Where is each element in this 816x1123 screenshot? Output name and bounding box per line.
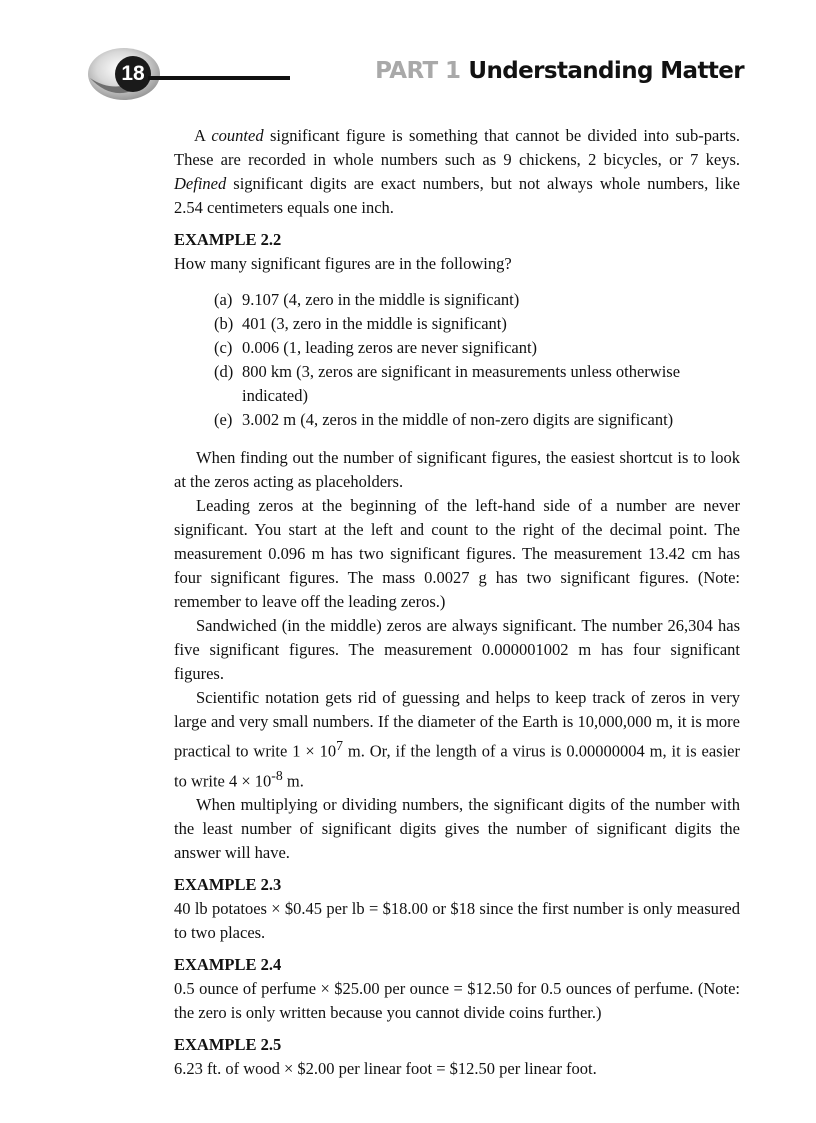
exponent: 7 xyxy=(336,738,343,753)
list-item: (b) 401 (3, zero in the middle is significant) xyxy=(214,314,507,333)
shortcut-paragraph: When finding out the number of significant figures, the easiest shortcut is to look at the zeros acting as placeholders. xyxy=(174,448,740,491)
page-header xyxy=(0,0,816,110)
multiplying-paragraph: When multiplying or dividing numbers, the significant digits of the number with the least number of significant digits gives the number of significant digits the answer will have. xyxy=(174,795,740,862)
list-item: (a) 9.107 (4, zero in the middle is significant) xyxy=(214,290,520,309)
example-2-4-heading: EXAMPLE 2.4 xyxy=(174,955,282,974)
leading-zeros-paragraph: Leading zeros at the beginning of the left-hand side of a number are never significant. You start at the left and count to the right of the decimal point. The measurement 0.096 m has two significant figures. The measurement 13.42 cm has four significant figures. The mass 0.0027 g has two significant figures. (Note: remember to leave off the leading zeros.) xyxy=(174,496,740,611)
list-item: (c) 0.006 (1, leading zeros are never significant) xyxy=(214,338,538,357)
page-number: 18 xyxy=(121,62,145,85)
example-2-5-text: 6.23 ft. of wood × $2.00 per linear foot = $12.50 per linear foot. xyxy=(174,1059,597,1078)
sandwiched-zeros-paragraph: Sandwiched (in the middle) zeros are always significant. The number 26,304 has five significant figures. The measurement 0.000001002 m has four significant figures. xyxy=(174,616,740,683)
defined-term: Defined xyxy=(174,174,227,193)
example-2-5-heading: EXAMPLE 2.5 xyxy=(174,1035,282,1054)
running-head xyxy=(375,58,744,84)
page-content xyxy=(174,124,740,1081)
example-2-2-heading: EXAMPLE 2.2 xyxy=(174,230,282,249)
counted-term: counted xyxy=(211,126,264,145)
example-2-2-list xyxy=(174,288,740,432)
header-rule xyxy=(148,76,290,80)
list-item: (d) 800 km (3, zeros are significant in measurements unless otherwise indicated) xyxy=(214,362,681,405)
example-2-4-text: 0.5 ounce of perfume × $25.00 per ounce = $12.50 for 0.5 ounces of perfume. (Note: the zero is only written because you cannot divide coins further.) xyxy=(174,979,740,1022)
example-2-2-question: How many significant figures are in the following? xyxy=(174,254,512,273)
exponent: -8 xyxy=(271,767,283,783)
scientific-notation-paragraph: Scientific notation gets rid of guessing and helps to keep track of zeros in very large and very small numbers. If the diameter of the Earth is 10,000,000 m, it is more practical to write $1 \times 10^7$ m. Or, if the length of a virus is 0.00000004 m, it is easier to write $4 \times 10^{-8}$ m. xyxy=(174,688,740,790)
part-label: PART 1 xyxy=(375,58,461,84)
example-2-3-heading: EXAMPLE 2.3 xyxy=(174,875,282,894)
list-item: (e) 3.002 m (4, zeros in the middle of non-zero digits are significant) xyxy=(214,410,674,429)
chapter-title: Understanding Matter xyxy=(468,58,744,84)
example-2-3-text: 40 lb potatoes × $0.45 per lb = $18.00 or $18 since the first number is only measured to two places. xyxy=(174,899,740,942)
intro-paragraph: A counted significant figure is something that cannot be divided into sub-parts. These are recorded in whole numbers such as 9 chickens, 2 bicycles, or 7 keys. Defined significant digits are exact numbers, but not always whole numbers, like 2.54 centimeters equals one inch. xyxy=(174,126,740,217)
